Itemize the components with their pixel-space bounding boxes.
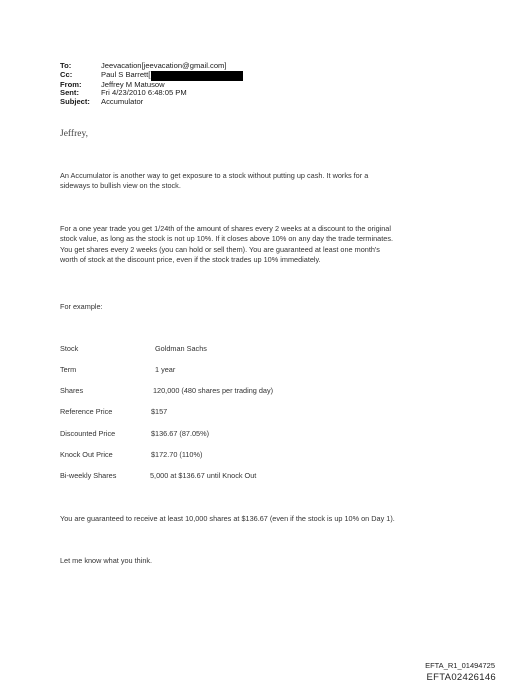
document-id: EFTA02426146 xyxy=(426,672,496,683)
term-value: 1 year xyxy=(155,365,176,374)
document-id: EFTA_R1_01494725 xyxy=(425,661,495,670)
term-value: $172.70 (110%) xyxy=(151,450,203,459)
greeting: Jeffrey, xyxy=(60,129,88,139)
term-value: 120,000 (480 shares per trading day) xyxy=(153,386,274,395)
term-label: Bi-weekly Shares xyxy=(60,471,117,480)
details-line: You get shares every 2 weeks (you can hold or sell them). You are guaranteed at least one month's xyxy=(60,244,380,254)
from-value: Jeffrey M Matusow xyxy=(101,79,165,89)
intro-line: An Accumulator is another way to get exposure to a stock without putting up cash. It works for a xyxy=(60,171,369,180)
example-intro: For example: xyxy=(60,302,103,311)
sent-value: Fri 4/23/2010 6:48:05 PM xyxy=(101,88,187,98)
subject-value: Accumulator xyxy=(101,96,144,106)
subject-label: Subject: xyxy=(60,96,90,106)
redaction-bar xyxy=(151,71,243,81)
term-label: Stock xyxy=(60,344,79,353)
to-row xyxy=(60,62,243,71)
intro-paragraph xyxy=(60,171,440,192)
term-value: 5,000 at $136.67 until Knock Out xyxy=(150,471,257,480)
cc-label: Cc: xyxy=(60,69,73,79)
term-label: Discounted Price xyxy=(60,429,116,438)
to-value: Jeevacation[jeevacation@gmail.com] xyxy=(101,61,227,70)
cc-value: Paul S Barrett[ xyxy=(101,69,151,79)
guarantee-text: You are guaranteed to receive at least 10,000 shares at $136.67 (even if the stock is up 10% on Day 1). xyxy=(60,514,395,523)
sent-label: Sent: xyxy=(60,88,79,98)
subject-row xyxy=(60,98,243,107)
to-label: To: xyxy=(60,61,72,70)
term-label: Shares xyxy=(60,386,84,395)
details-paragraph xyxy=(60,224,440,266)
details-line: stock value, as long as the stock is not up 10%. If it closes above 10% on any day the trade terminates. xyxy=(60,234,394,244)
term-value: Goldman Sachs xyxy=(155,344,207,353)
term-label: Reference Price xyxy=(60,407,113,416)
details-line: For a one year trade you get 1/24th of the amount of shares every 2 weeks at a discount to the original xyxy=(60,224,391,233)
from-label: From: xyxy=(60,79,82,89)
term-label: Term xyxy=(60,365,77,374)
term-label: Knock Out Price xyxy=(60,450,113,459)
email-header xyxy=(60,62,243,106)
intro-line: sideways to bullish view on the stock. xyxy=(60,181,181,191)
closing-text: Let me know what you think. xyxy=(60,556,153,565)
term-value: $136.67 (87.05%) xyxy=(151,429,210,438)
details-line: worth of stock at the discount price, even if the stock trades up 10% immediately. xyxy=(60,255,321,265)
term-value: $157 xyxy=(151,407,168,416)
